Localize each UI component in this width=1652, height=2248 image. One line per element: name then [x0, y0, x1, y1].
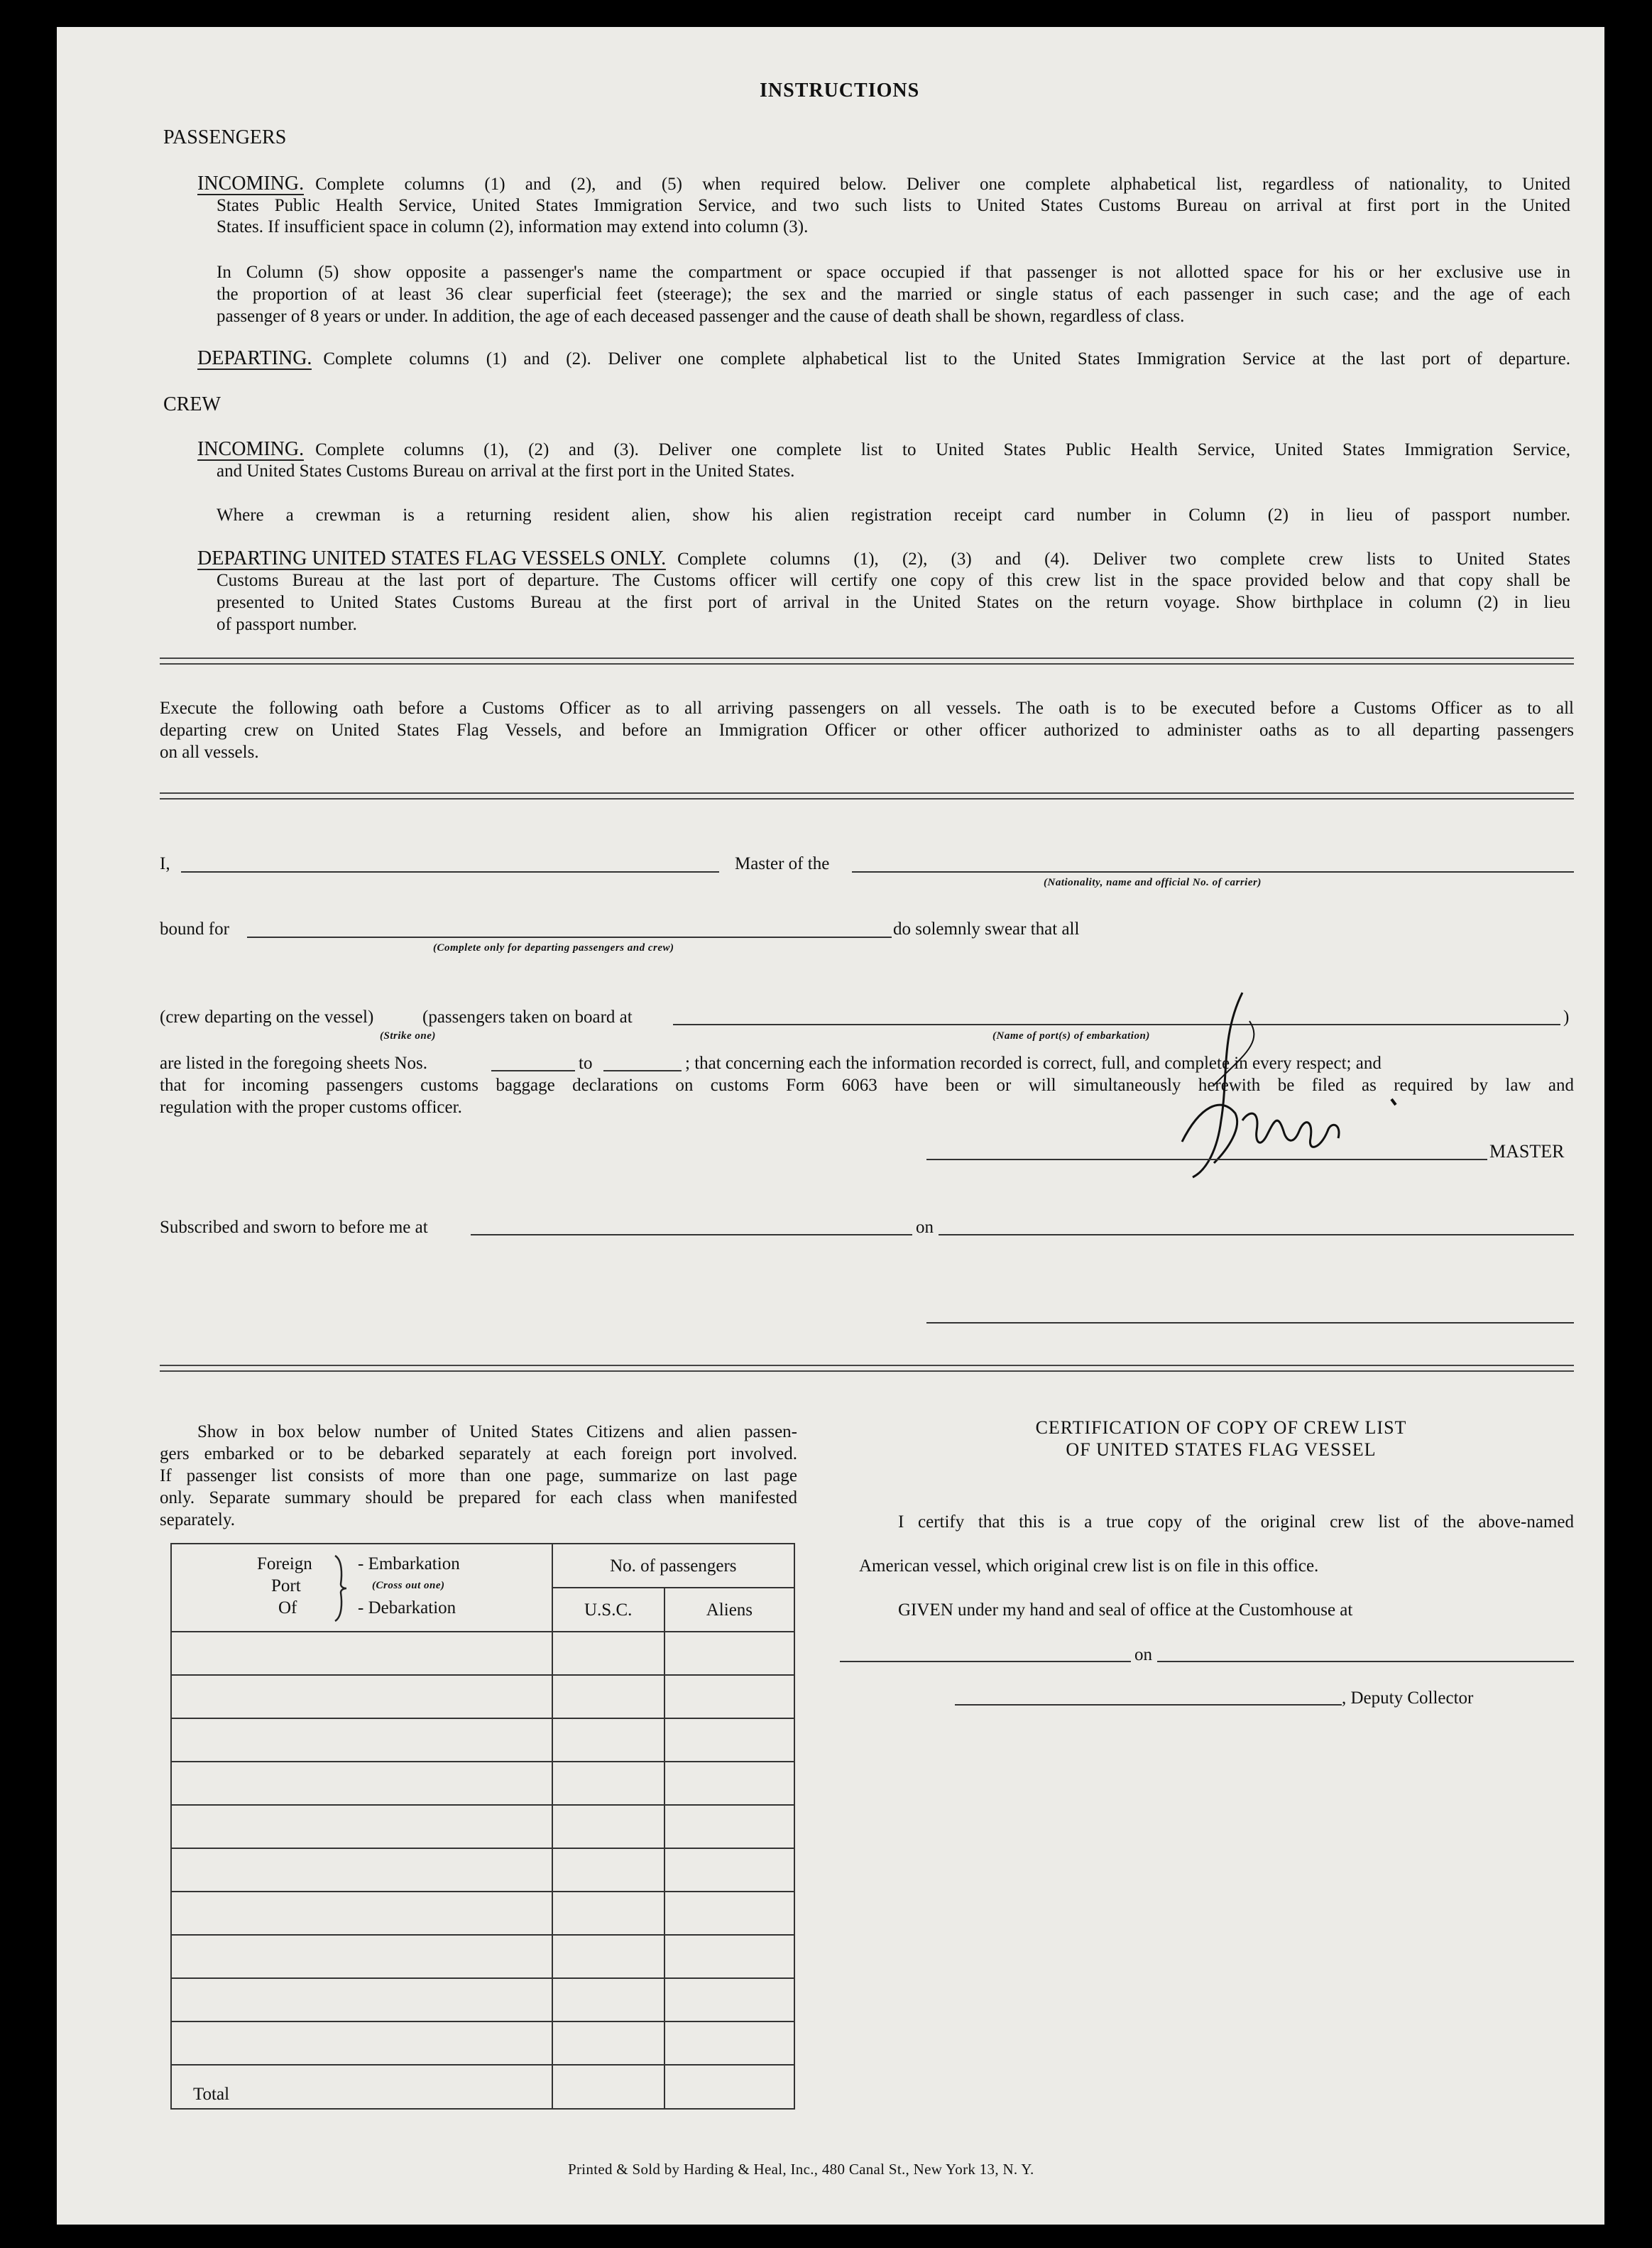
- aliens-cell[interactable]: [664, 1978, 794, 2021]
- debarkation-label: - Debarkation: [358, 1598, 456, 1617]
- embarkation-label: - Embarkation: [358, 1554, 460, 1573]
- port-cell[interactable]: [171, 1892, 552, 1935]
- sheet-to-field[interactable]: [603, 1070, 682, 1071]
- deputy-signature-line[interactable]: [955, 1704, 1342, 1706]
- master-signature-line[interactable]: [926, 1159, 1487, 1160]
- usc-cell[interactable]: [552, 1805, 664, 1848]
- page-title: INSTRUCTIONS: [760, 80, 920, 102]
- section-divider: [160, 658, 1574, 665]
- total-label: Total: [171, 2065, 552, 2109]
- table-row: [171, 1762, 794, 1805]
- usc-cell[interactable]: [552, 1762, 664, 1805]
- table-row: [171, 1892, 794, 1935]
- usc-cell[interactable]: [552, 1978, 664, 2021]
- crew-departing-flag-line1: DEPARTING UNITED STATES FLAG VESSELS ONLY. Complete columns (1), (2), (3) and (4). Deliver two complete crew lists to United States: [197, 547, 1570, 569]
- usc-header: U.S.C.: [552, 1588, 664, 1632]
- bound-for-label: bound for: [160, 920, 229, 939]
- oath-intro-line2: departing crew on United States Flag Vessels, and before an Immigration Officer or other officer authorized to administer oaths as to all departing passengers: [160, 721, 1574, 740]
- strike-one-caption: (Strike one): [380, 1030, 436, 1042]
- certification-line2: American vessel, which original crew list is on file in this office.: [859, 1556, 1319, 1576]
- port-cell[interactable]: [171, 1718, 552, 1762]
- customhouse-field[interactable]: [840, 1661, 1131, 1662]
- summary-line5: separately.: [160, 1510, 235, 1529]
- passengers-incoming-line2: States Public Health Service, United States Immigration Service, and two such lists to United States Customs Bureau on arrival at first port in the United: [217, 196, 1570, 215]
- subscribed-label: Subscribed and sworn to before me at: [160, 1218, 428, 1237]
- aliens-header: Aliens: [664, 1588, 794, 1632]
- passenger-summary-table: [170, 1543, 795, 2110]
- sworn-on-field[interactable]: [939, 1234, 1574, 1235]
- table-row: [171, 1848, 794, 1892]
- sheets-to-label: to: [579, 1054, 593, 1073]
- passengers-taken-option: (passengers taken on board at: [422, 1008, 633, 1027]
- column5-line1: In Column (5) show opposite a passenger's name the compartment or space occupied if that passenger is not allotted space for his or her exclusive use in: [217, 263, 1570, 282]
- table-row: [171, 2021, 794, 2065]
- printer-footer: Printed & Sold by Harding & Heal, Inc., 480 Canal St., New York 13, N. Y.: [568, 2161, 1034, 2178]
- officer-signature-line[interactable]: [926, 1322, 1574, 1324]
- sheets-line-b: ; that concerning each the information recorded is correct, full, and complete in every respect; and: [685, 1054, 1382, 1073]
- no-passengers-header: No. of passengers: [552, 1544, 794, 1588]
- table-row: [171, 1935, 794, 1978]
- crew-incoming-line2: and United States Customs Bureau on arrival at the first port in the United States.: [217, 462, 795, 481]
- port-cell[interactable]: [171, 1762, 552, 1805]
- certification-line1: I certify that this is a true copy of the original crew list of the above-named: [898, 1512, 1574, 1532]
- oath-line2: that for incoming passengers customs baggage declarations on customs Form 6063 have been or will simultaneously herewith be filed as required by law and: [160, 1076, 1574, 1095]
- summary-line4: only. Separate summary should be prepared for each class when manifested: [160, 1488, 797, 1507]
- sworn-at-field[interactable]: [471, 1234, 912, 1235]
- crew-heading: CREW: [163, 393, 221, 415]
- brace-icon: [332, 1553, 349, 1624]
- oath-line3: regulation with the proper customs officer.: [160, 1098, 462, 1117]
- foreign-label: Foreign: [257, 1554, 312, 1573]
- summary-line2: gers embarked or to be debarked separately at each foreign port involved.: [160, 1444, 797, 1463]
- crew-departing-flag-line3: presented to United States Customs Bureau at the first port of arrival in the United States on the return voyage. Show birthplace in column (2) in lieu: [217, 593, 1570, 612]
- close-paren: ): [1563, 1008, 1570, 1027]
- table-row: [171, 1718, 794, 1762]
- aliens-cell[interactable]: [664, 1935, 794, 1978]
- port-cell[interactable]: [171, 1632, 552, 1675]
- certification-date-field[interactable]: [1157, 1661, 1574, 1662]
- crew-departing-flag-label: DEPARTING UNITED STATES FLAG VESSELS ONLY.: [197, 547, 667, 569]
- total-row: [171, 2065, 794, 2109]
- crew-departing-flag-line2: Customs Bureau at the last port of departure. The Customs officer will certify one copy of this crew list in the space provided below and that copy shall be: [217, 571, 1570, 590]
- table-row: [171, 1805, 794, 1848]
- aliens-cell[interactable]: [664, 1675, 794, 1718]
- master-name-field[interactable]: [181, 871, 719, 873]
- crew-resident-alien: Where a crewman is a returning resident alien, show his alien registration receipt card number in Column (2) in lieu of passport number.: [217, 506, 1570, 525]
- column5-line3: passenger of 8 years or under. In addition, the age of each deceased passenger and the cause of death shall be shown, regardless of class.: [217, 307, 1185, 326]
- passengers-heading: PASSENGERS: [163, 126, 287, 148]
- port-cell[interactable]: [171, 1978, 552, 2021]
- certification-on-label: on: [1134, 1645, 1152, 1664]
- passengers-incoming-line3: States. If insufficient space in column (2), information may extend into column (3).: [217, 217, 809, 236]
- aliens-cell[interactable]: [664, 1848, 794, 1892]
- table-row: [171, 1978, 794, 2021]
- usc-cell[interactable]: [552, 1632, 664, 1675]
- foreign-port-header: [171, 1544, 552, 1632]
- summary-line3: If passenger list consists of more than one page, summarize on last page: [160, 1466, 797, 1485]
- swear-label: do solemnly swear that all: [893, 920, 1080, 939]
- table-row: [171, 1632, 794, 1675]
- port-cell[interactable]: [171, 1848, 552, 1892]
- deputy-collector-label: , Deputy Collector: [1342, 1688, 1474, 1708]
- usc-cell[interactable]: [552, 1892, 664, 1935]
- master-label: MASTER: [1489, 1141, 1565, 1162]
- complete-only-caption: (Complete only for departing passengers and crew): [433, 942, 674, 954]
- aliens-total-cell[interactable]: [664, 2065, 794, 2109]
- aliens-cell[interactable]: [664, 1632, 794, 1675]
- crew-incoming-line1: INCOMING. Complete columns (1), (2) and (3). Deliver one complete list to United States Public Health Service, United States Immigration Service,: [197, 438, 1570, 460]
- bound-for-field[interactable]: [247, 937, 892, 938]
- aliens-cell[interactable]: [664, 1805, 794, 1848]
- sheets-line-a: are listed in the foregoing sheets Nos.: [160, 1054, 427, 1073]
- of-label: Of: [278, 1598, 297, 1617]
- carrier-field[interactable]: [852, 871, 1574, 873]
- nationality-caption: (Nationality, name and official No. of carrier): [1044, 877, 1262, 888]
- ports-caption: (Name of port(s) of embarkation): [992, 1030, 1150, 1042]
- port-label: Port: [271, 1576, 301, 1595]
- summary-line1: Show in box below number of United States Citizens and alien passen-: [197, 1422, 797, 1441]
- aliens-cell[interactable]: [664, 1762, 794, 1805]
- passengers-departing: DEPARTING. Complete columns (1) and (2). Deliver one complete alphabetical list to the United States Immigration Service at the last port of departure.: [197, 347, 1570, 369]
- section-divider: [160, 1365, 1574, 1372]
- port-cell[interactable]: [171, 1935, 552, 1978]
- table-row: [171, 1675, 794, 1718]
- oath-intro-line1: Execute the following oath before a Customs Officer as to all arriving passengers on all vessels. The oath is to be executed before a Customs Officer as to all: [160, 699, 1574, 718]
- certification-line3: GIVEN under my hand and seal of office at the Customhouse at: [898, 1600, 1353, 1620]
- section-divider: [160, 792, 1574, 800]
- form-page: [57, 27, 1604, 2225]
- aliens-cell[interactable]: [664, 1718, 794, 1762]
- passengers-incoming-label: INCOMING.: [197, 173, 305, 195]
- usc-cell[interactable]: [552, 1675, 664, 1718]
- column5-line2: the proportion of at least 36 clear superficial feet (steerage); the sex and the married or single status of each passenger in such case; and the age of each: [217, 285, 1570, 304]
- sworn-on-label: on: [916, 1218, 934, 1237]
- port-cell[interactable]: [171, 1805, 552, 1848]
- usc-cell[interactable]: [552, 1718, 664, 1762]
- usc-total-cell[interactable]: [552, 2065, 664, 2109]
- usc-cell[interactable]: [552, 1848, 664, 1892]
- sheet-from-field[interactable]: [491, 1070, 575, 1071]
- crew-incoming-label: INCOMING.: [197, 438, 305, 460]
- master-of-the-label: Master of the: [735, 854, 830, 873]
- aliens-cell[interactable]: [664, 1892, 794, 1935]
- oath-i-label: I,: [160, 854, 170, 873]
- passengers-incoming-line1: INCOMING. Complete columns (1) and (2), and (5) when required below. Deliver one complete alphabetical list, regardless of nationality, to United: [197, 173, 1570, 195]
- passengers-departing-label: DEPARTING.: [197, 347, 312, 369]
- usc-cell[interactable]: [552, 1935, 664, 1978]
- oath-intro-line3: on all vessels.: [160, 743, 259, 762]
- certification-title-1: CERTIFICATION OF COPY OF CREW LIST: [1035, 1417, 1407, 1438]
- aliens-cell[interactable]: [664, 2021, 794, 2065]
- crew-departing-flag-line4: of passport number.: [217, 615, 357, 634]
- usc-cell[interactable]: [552, 2021, 664, 2065]
- port-cell[interactable]: [171, 2021, 552, 2065]
- cross-out-caption: (Cross out one): [372, 1580, 445, 1591]
- port-cell[interactable]: [171, 1675, 552, 1718]
- crew-departing-option: (crew departing on the vessel): [160, 1008, 374, 1027]
- certification-title-2: OF UNITED STATES FLAG VESSEL: [1066, 1439, 1377, 1460]
